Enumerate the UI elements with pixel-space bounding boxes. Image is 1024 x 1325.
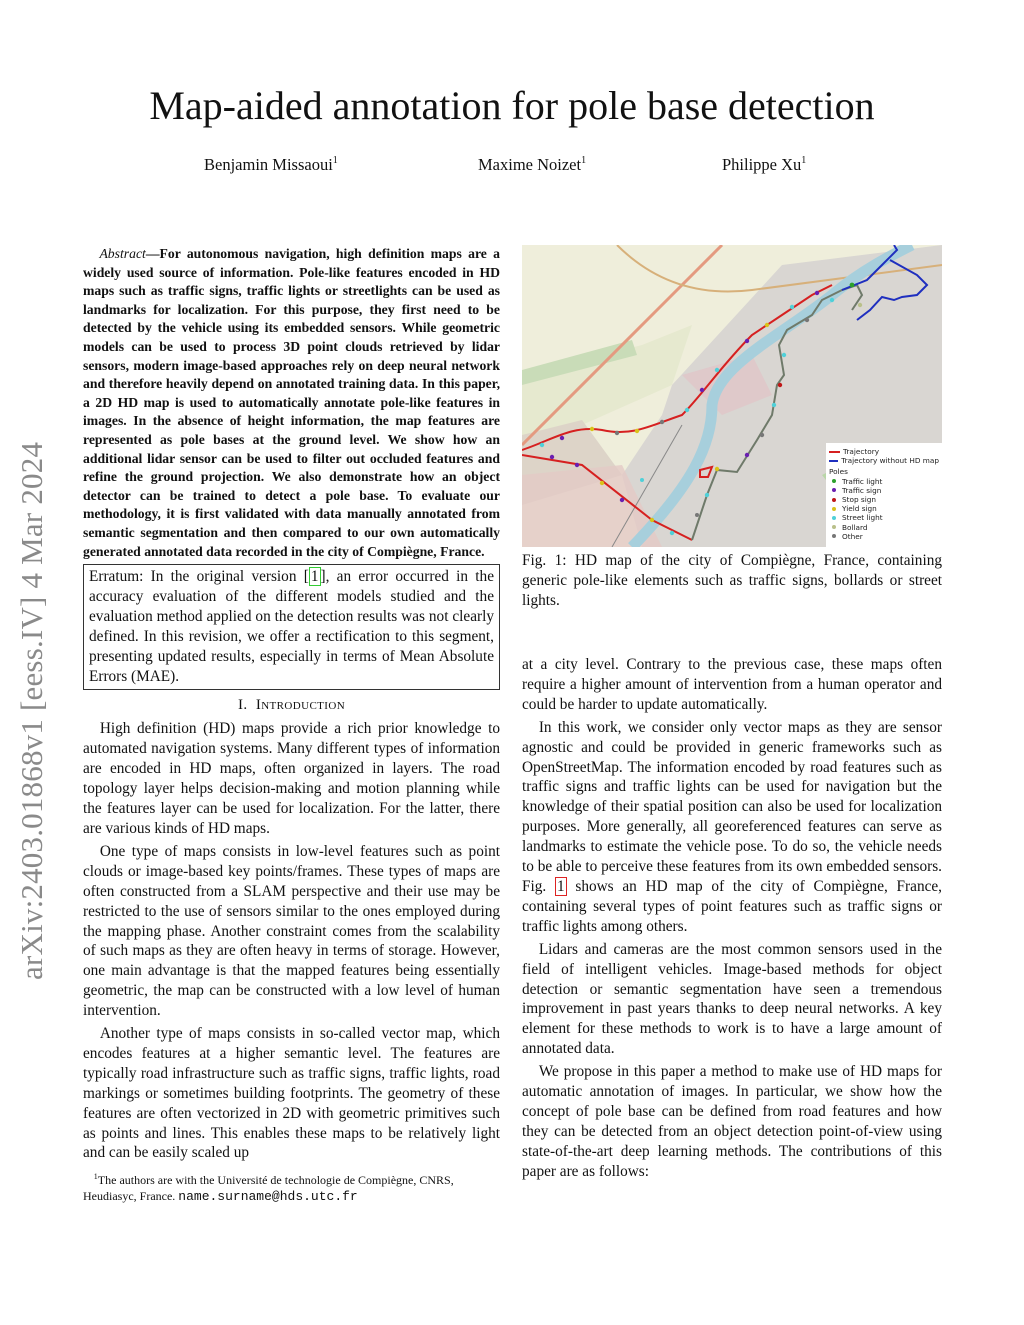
paragraph-text: In this work, we consider only vector maps as they are sensor agnostic and could be provided in generic frameworks such as OpenStreetMap. The information encoded by road features such as traffic signs and traffic lights can be used for navigation but the knowledge of their spatial position can also be used for localization purposes. More generally, all georeferenced features can serve as landmarks to estimate the vehicle pose. To do so, the vehicle needs to be able to perceive these features from its own embedded sensors. Fig. [522, 718, 942, 895]
affiliation-mark: 1 [801, 155, 807, 166]
abstract-text: For autonomous navigation, high definition maps are a widely used source of information. Pole-like features encoded in HD maps such as traffic signs, traffic lights or streetlights can be used as landmarks for localization. For this purpose, they first need to be detected by the vehicle using its embedded sensors. While geometric models can be used to process 3D point clouds retrieved by lidar sensors, modern image-based approaches rely on deep neural network and therefore heavily depend on annotated training data. In this paper, a 2D HD map is used to automatically annotate pole-like features in images. In the absence of height information, the map features are represented as pole bases at the ground level. We show how an additional lidar sensor can be used to filter out occluded features and refine the ground projection. We also demonstrate how an object detector can be trained to detect a pole base. To evaluate our methodology, it is first validated with data manually annotated from semantic segmentation and then compared to our own automatically generated annotated data recorded in the city of Compiègne, France. [83, 246, 500, 559]
paragraph: We propose in this paper a method to make use of HD maps for automatic annotation of images. In particular, we show how the concept of pole base can be defined from road features and how they can be detected from an object detection point-of-view using state-of-the-art deep learning methods. The contributions of this paper are as follows: [522, 1063, 942, 1180]
left-column [83, 245, 500, 1163]
red-line-icon [829, 451, 840, 453]
legend-item-yield-sign [829, 504, 939, 513]
paragraph: Lidars and cameras are the most common sensors used in the field of intelligent vehicles. Image-based methods for object detection or semantic segmentation have seen a tremendous improvement in past years thanks to deep neural networks. A key element for these methods to work is to have a large amount of annotated data. [522, 940, 942, 1058]
paragraph-text: shows an HD map of the city of Compiègne, France, containing several types of point features such as traffic signs or traffic lights among others. [522, 877, 942, 935]
abstract-label: Abstract [99, 246, 146, 261]
author-2 [478, 155, 586, 175]
erratum-text: Erratum: In the original version [ [89, 568, 309, 586]
author-name: Philippe Xu [722, 155, 802, 174]
blue-line-icon [829, 460, 838, 462]
legend-label: Trajectory [843, 447, 880, 456]
paper-title: Map-aided annotation for pole base detection [149, 83, 875, 128]
figure-ref-link[interactable]: 1 [556, 877, 565, 895]
legend-label: Bollard [842, 522, 868, 532]
section-title: Introduction [255, 696, 346, 713]
legend-label: Stop sign [842, 495, 876, 505]
legend-item-street-light [829, 513, 939, 522]
footnote [83, 1169, 503, 1205]
purple-dot-icon [832, 488, 836, 492]
cyan-dot-icon [832, 516, 836, 520]
abstract: Abstract—For autonomous navigation, high definition maps are a widely used source of information. Pole-like features encoded in HD maps such as traffic signs, traffic lights or streetlights can be used as landmarks for localization. For this purpose, they first need to be detected by the vehicle using its embedded sensors. While geometric models can be used to process 3D point clouds retrieved by lidar sensors, modern image-based approaches rely on deep neural network and therefore heavily depend on annotated training data. In this paper, a 2D HD map is used to automatically annotate pole-like features in images. In the absence of height information, the map features are represented as pole bases at the ground level. We show how an additional lidar sensor can be used to filter out occluded features and refine the ground projection. We also demonstrate how an object detector can be trained to detect a pole base. To evaluate our methodology, it is first validated with data manually annotated from semantic segmentation and then compared to our own automatically generated annotated data recorded in the city of Compiègne, France. [83, 246, 500, 559]
erratum-box [83, 564, 500, 689]
author-1 [204, 155, 338, 175]
gray-dot-icon [832, 534, 836, 538]
khaki-dot-icon [832, 525, 836, 529]
arxiv-stamp: arXiv:2403.01868v1 [eess.IV] 4 Mar 2024 [14, 441, 49, 980]
right-column [522, 655, 942, 1182]
erratum-text: ], an error occurred in the accuracy evaluation of the different models studied and the evaluation method applied on the detection results was not clearly defined. In this revision, we offer a rectification to this segment, presenting updated results, especially in terms of Mean Absolute Errors (MAE). [89, 568, 494, 685]
footnote-text: The authors are with the Université de technologie de Compiègne, CNRS, Heudiasyc, France. [83, 1173, 454, 1203]
legend-item-trajectory [829, 447, 939, 456]
author-name: Benjamin Missaoui [204, 155, 333, 174]
affiliation-mark: 1 [332, 155, 338, 166]
citation-link[interactable]: 1 [310, 568, 319, 586]
legend-poles-title: Poles [829, 467, 848, 477]
paragraph [522, 718, 942, 937]
legend-label: Street light [842, 513, 883, 523]
legend-item-trajectory-without-hd-map [829, 456, 939, 465]
paragraph: One type of maps consists in low-level features such as point clouds or image-based key points/frames. These types of maps are often constructed from a SLAM perspective and their use may be restricted to the use of sensors similar to the ones employed during the mapping phase. Another constraint comes from the scalability of such maps as they are often heavy in terms of storage. However, one main advantage is that the mapped features being essentially geometric, the map can be constructed with a low level of human intervention. [83, 842, 500, 1020]
legend-label: Traffic light [842, 476, 883, 486]
section-heading [83, 696, 500, 716]
yellow-dot-icon [832, 507, 836, 511]
legend-label: Yield sign [842, 504, 877, 514]
figure-map [522, 245, 942, 547]
legend-label: Other [842, 531, 863, 541]
author-3 [722, 155, 806, 175]
red-dot-icon [832, 498, 836, 502]
email-address: name.surname@hds.utc.fr [178, 1189, 358, 1204]
legend-item-traffic-light [829, 477, 939, 486]
footnote-mark: 1 [93, 1172, 98, 1181]
legend-item-bollard [829, 523, 939, 532]
legend-item-traffic-sign [829, 486, 939, 495]
green-dot-icon [832, 479, 836, 483]
legend-item-other [829, 532, 939, 541]
author-name: Maxime Noizet [478, 155, 582, 174]
paragraph: at a city level. Contrary to the previous case, these maps often require a higher amount of intervention from a human operator and could be harder to update automatically. [522, 656, 942, 713]
map-legend [826, 443, 942, 547]
affiliation-mark: 1 [581, 155, 587, 166]
paragraph: Another type of maps consists in so-called vector map, which encodes features at a higher semantic level. The features are typically road infrastructure such as traffic signs, traffic lights, road markings or sometimes building footprints. The geometry of these features are often vectorized in 2D with geometric primitives such as points and lines. This enables these maps to be relatively light and can be easily scaled up [83, 1025, 500, 1162]
section-number: I. [237, 696, 248, 713]
paragraph: High definition (HD) maps provide a rich prior knowledge to automated navigation systems. Many different types of information are encoded in HD maps, often organized in layers. The road topology layer helps decision-making and motion planning while the features layer can be used for localization. For the latter, there are various kinds of HD maps. [83, 720, 500, 837]
legend-label: Trajectory without HD map [841, 456, 939, 466]
figure-caption: Fig. 1: HD map of the city of Compiègne, France, containing generic pole-like elements such as traffic signs, bollards or street lights. [522, 552, 942, 609]
legend-item-stop-sign [829, 495, 939, 504]
legend-label: Traffic sign [842, 485, 882, 495]
